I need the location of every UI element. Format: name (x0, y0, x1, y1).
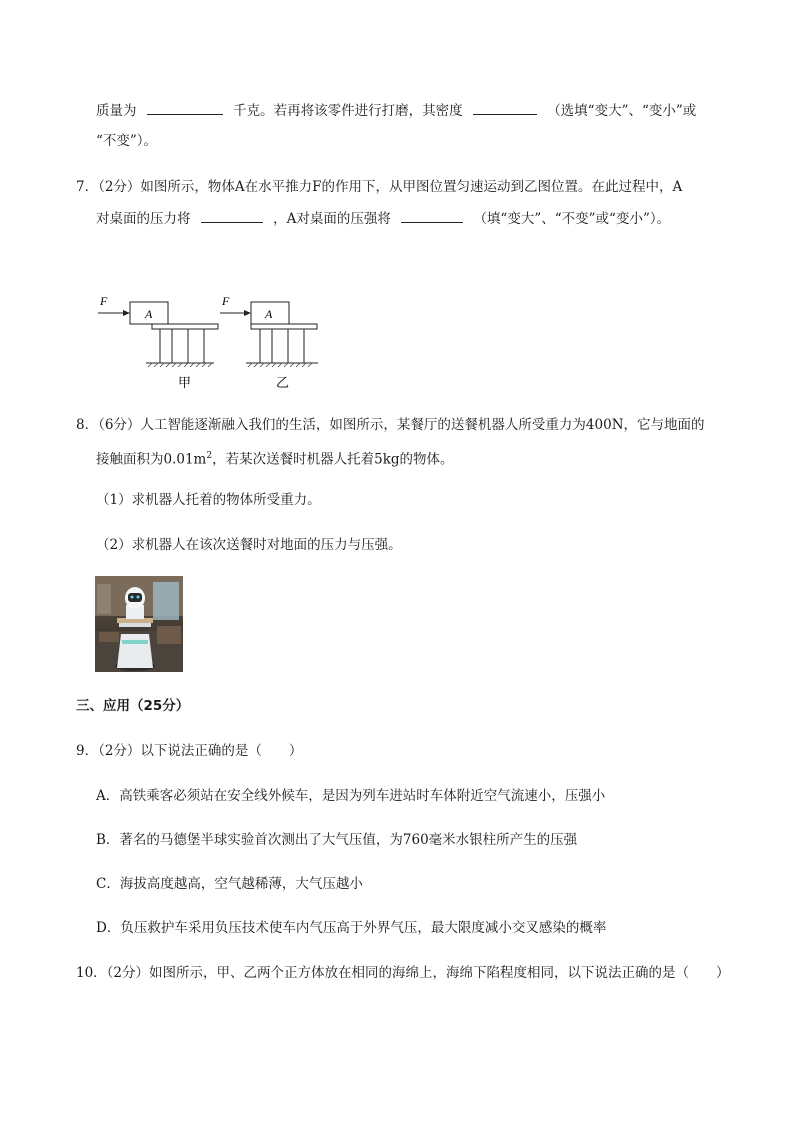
q8-subquestion-2: （2）求机器人在该次送餐时对地面的压力与压强。 (96, 537, 402, 553)
q7-text-b: ，A对桌面的压强将 (273, 211, 391, 227)
q7-text-a: 对桌面的压力将 (96, 211, 191, 227)
ground-hatch-right (248, 363, 312, 367)
force-label-left: F (100, 294, 108, 308)
q8-subquestion-1: （1）求机器人托着的物体所受重力。 (96, 492, 321, 508)
q8-text-b: ，若某次送餐时机器人托着5kg的物体。 (212, 451, 454, 468)
q6-line1 (96, 100, 696, 121)
q6-text-c: （选填“变大”、“变小”或 (547, 103, 697, 119)
q6-line2: “不变”）。 (96, 133, 158, 149)
ground-hatch-left (148, 363, 212, 367)
q8-superscript: 2 (206, 451, 213, 461)
q9-option-b[interactable]: B．著名的马德堡半球实验首次测出了大气压值，为760毫米水银柱所产生的压强 (96, 832, 578, 848)
tabletop-right (251, 324, 317, 329)
figure-right (220, 294, 318, 391)
q9-stem: 9．（2分）以下说法正确的是（ ） (76, 743, 303, 759)
q8-stem-line2 (96, 446, 454, 470)
robot-photo (95, 576, 183, 672)
figure-left (98, 294, 218, 391)
q8-stem-line1: 8．（6分）人工智能逐渐融入我们的生活，如图所示，某餐厅的送餐机器人所受重力为400N，它与地面的 (76, 417, 705, 433)
q6-text-b: 千克。若再将该零件进行打磨，其密度 (233, 103, 463, 119)
robot-illustration (95, 576, 183, 672)
q8-text-a: 接触面积为0.01m (96, 451, 207, 468)
q9-option-c[interactable]: C．海拔高度越高，空气越稀薄，大气压越小 (96, 876, 363, 892)
caption-right: 乙 (276, 376, 290, 391)
caption-left: 甲 (178, 376, 192, 391)
q7-text-c: （填“变大”、“不变”或“变小”）。 (473, 211, 671, 227)
block-label-right: A (265, 307, 273, 321)
tabletop-left (152, 324, 218, 329)
q9-option-d[interactable]: D．负压救护车采用负压技术使车内气压高于外界气压，最大限度减小交叉感染的概率 (96, 920, 607, 936)
q7-blank-pressure[interactable] (401, 208, 463, 223)
force-label-right: F (222, 294, 230, 308)
block-label-left: A (145, 307, 153, 321)
q6-blank-mass[interactable] (147, 100, 223, 115)
force-arrowhead-left (123, 310, 130, 316)
section-3-title: 三、应用（25分） (76, 698, 190, 714)
force-arrowhead-right (244, 310, 251, 316)
q7-stem-line1: 7．（2分）如图所示，物体A在水平推力F的作用下，从甲图位置匀速运动到乙图位置。在此过程中，A (76, 179, 683, 195)
q7-figure-table-block (96, 289, 336, 395)
q10-stem: 10．（2分）如图所示，甲、乙两个正方体放在相同的海绵上，海绵下陷程度相同，以下说法正确的是（ ） (76, 965, 730, 981)
q6-blank-density[interactable] (473, 100, 537, 115)
q7-stem-line2 (96, 208, 670, 229)
q9-option-a[interactable]: A．高铁乘客必须站在安全线外候车，是因为列车进站时车体附近空气流速小，压强小 (96, 788, 606, 804)
q6-text-a: 质量为 (96, 103, 137, 119)
q7-blank-force[interactable] (201, 208, 263, 223)
